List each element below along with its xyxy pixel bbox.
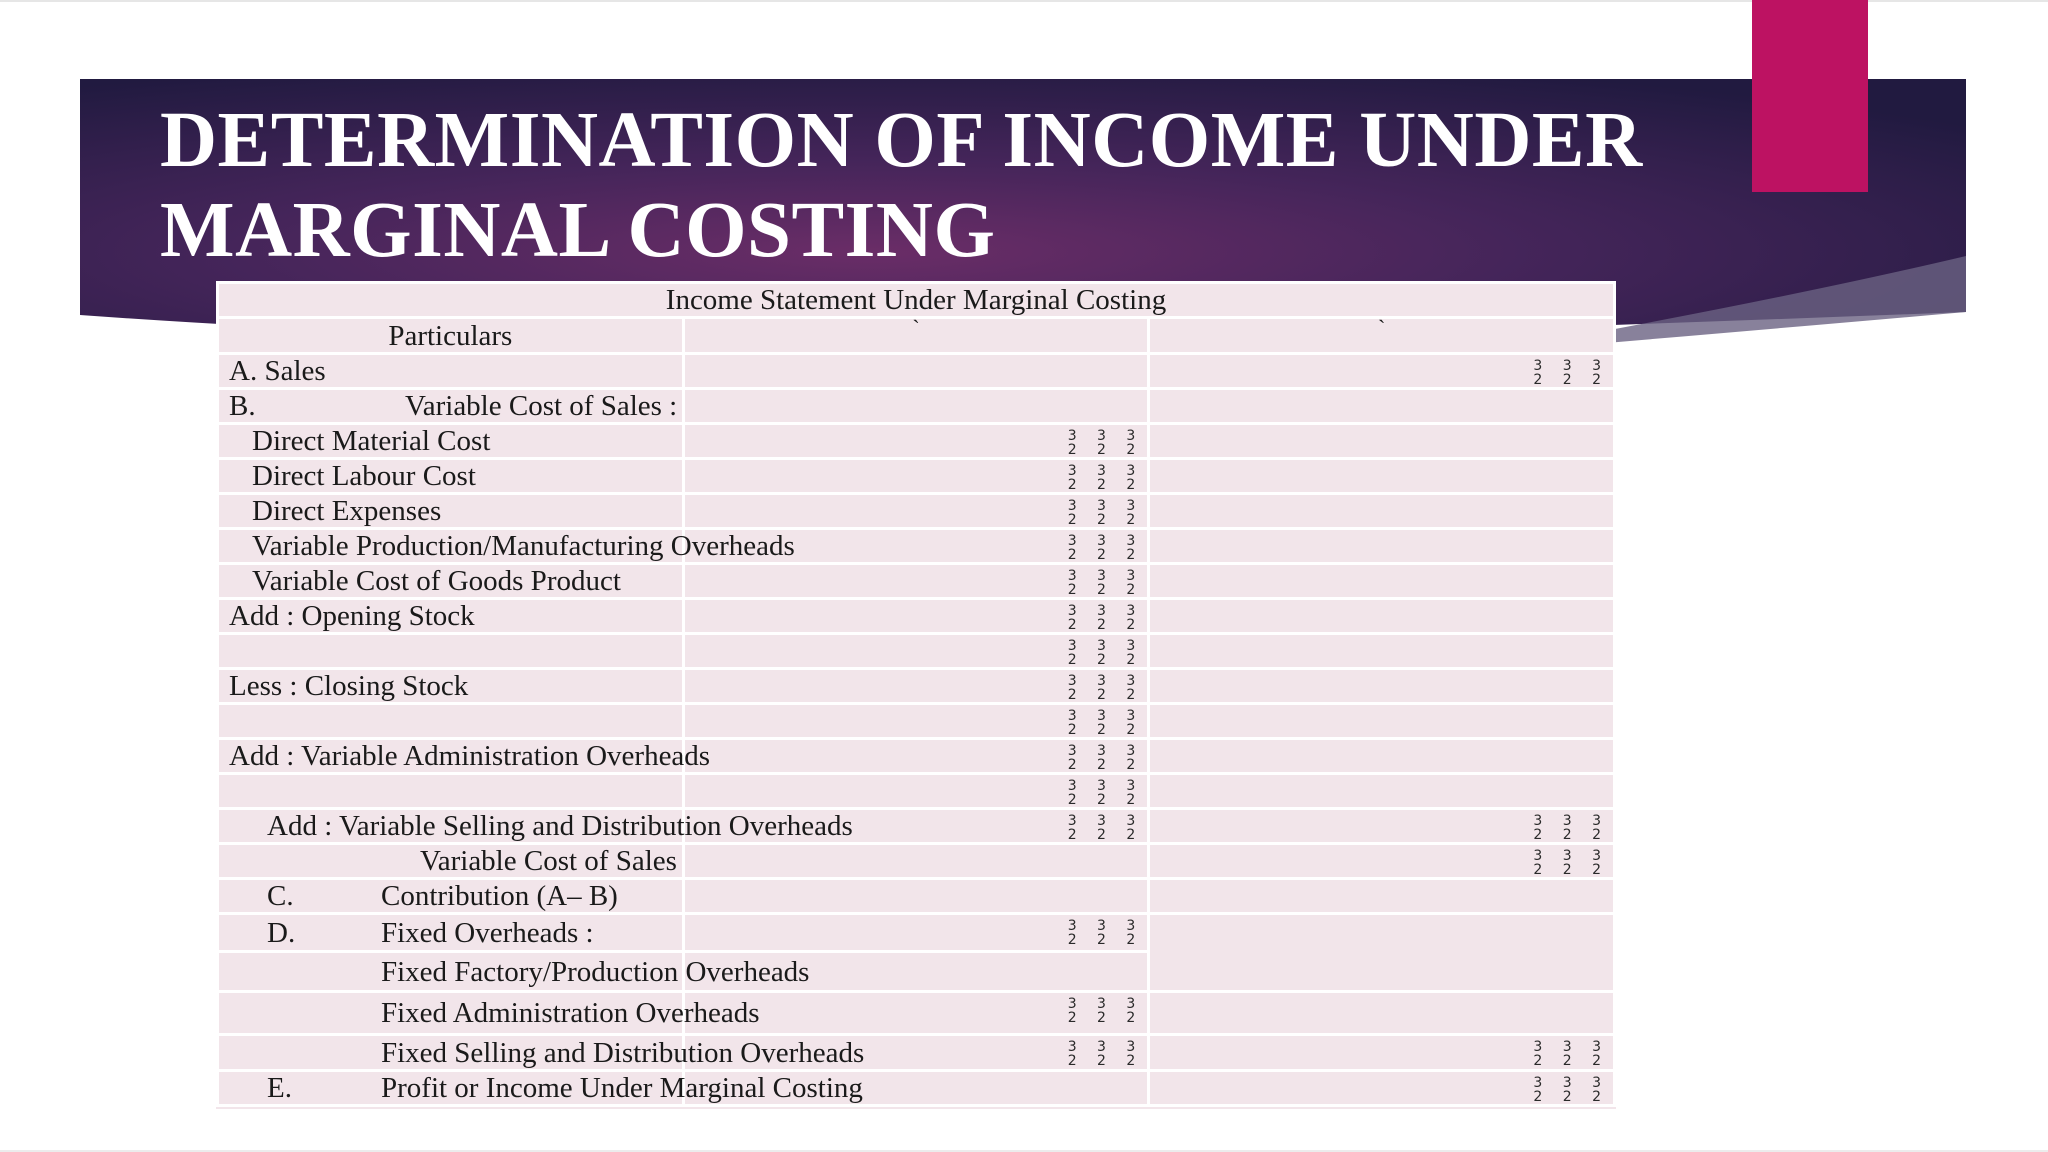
- total-cell: [1149, 599, 1615, 634]
- total-cell: 3 3 3 2 2 2: [1149, 1071, 1615, 1106]
- total-cell: 3 3 3 2 2 2: [1149, 354, 1615, 389]
- row-variable-admin-overheads: Add : Variable Administration Overheads: [218, 739, 684, 774]
- row-direct-material: Direct Material Cost: [218, 424, 684, 459]
- total-cell: 3 3 3 2 2 2: [1149, 809, 1615, 844]
- amount-cell: 3 3 3 2 2 2: [683, 634, 1149, 669]
- row-blank: [218, 634, 684, 669]
- row-blank: [218, 704, 684, 739]
- row-direct-labour: Direct Labour Cost: [218, 459, 684, 494]
- total-cell: [1149, 992, 1615, 1035]
- amount-cell: 3 3 3 2 2 2: [683, 774, 1149, 809]
- total-cell: [1149, 494, 1615, 529]
- row-profit: E. Profit or Income Under Marginal Costing: [218, 1071, 684, 1106]
- total-cell: [1149, 564, 1615, 599]
- amount-cell: 3 3 3 2 2 2: [683, 599, 1149, 634]
- row-closing-stock: Less : Closing Stock: [218, 669, 684, 704]
- total-cell: [1149, 634, 1615, 669]
- total-cell: [1149, 529, 1615, 564]
- total-cell: [1149, 424, 1615, 459]
- amount-cell: [683, 844, 1149, 879]
- total-cell: [1149, 704, 1615, 739]
- row-variable-selling-overheads: Add : Variable Selling and Distribution Overheads: [218, 809, 684, 844]
- header-total-col: `: [1149, 318, 1615, 354]
- amount-cell: 3 3 3 2 2 2: [683, 914, 1149, 952]
- total-cell: 3 3 3 2 2 2: [1149, 1035, 1615, 1071]
- row-fixed-factory-overheads: Fixed Factory/Production Overheads: [218, 952, 684, 992]
- amount-cell: 3 3 3 2 2 2: [683, 1035, 1149, 1071]
- header-particulars: Particulars: [218, 318, 684, 354]
- income-statement-table: [216, 281, 1616, 1109]
- amount-cell: [683, 389, 1149, 424]
- amount-cell: 3 3 3 2 2 2: [683, 669, 1149, 704]
- row-fixed-admin-overheads: Fixed Administration Overheads: [218, 992, 684, 1035]
- total-cell: [1149, 389, 1615, 424]
- row-variable-cost-of-sales: Variable Cost of Sales: [218, 844, 684, 879]
- amount-cell: 3 3 3 2 2 2: [683, 739, 1149, 774]
- amount-cell: 3 3 3 2 2 2: [683, 564, 1149, 599]
- total-cell: [1149, 879, 1615, 914]
- total-cell: [1149, 914, 1615, 992]
- header-amount-col: `: [683, 318, 1149, 354]
- amount-cell: 3 3 3 2 2 2: [683, 494, 1149, 529]
- row-fixed-selling-overheads: Fixed Selling and Distribution Overheads: [218, 1035, 684, 1071]
- total-cell: 3 3 3 2 2 2: [1149, 844, 1615, 879]
- row-fixed-overheads-heading: D. Fixed Overheads :: [218, 914, 684, 952]
- amount-cell: 3 3 3 2 2 2: [683, 529, 1149, 564]
- row-sales: A. Sales: [218, 354, 684, 389]
- amount-cell: 3 3 3 2 2 2: [683, 424, 1149, 459]
- total-cell: [1149, 669, 1615, 704]
- amount-cell: [683, 354, 1149, 389]
- row-variable-production-overheads: Variable Production/Manufacturing Overheads: [218, 529, 684, 564]
- amount-cell: [683, 879, 1149, 914]
- table-caption: Income Statement Under Marginal Costing: [218, 283, 1615, 318]
- amount-cell: 3 3 3 2 2 2: [683, 992, 1149, 1035]
- slide-title: [160, 96, 1643, 276]
- total-cell: [1149, 739, 1615, 774]
- row-opening-stock: Add : Opening Stock: [218, 599, 684, 634]
- amount-cell: 3 3 3 2 2 2: [683, 459, 1149, 494]
- row-direct-expenses: Direct Expenses: [218, 494, 684, 529]
- title-line-1: DETERMINATION OF INCOME UNDER: [160, 97, 1643, 184]
- accent-bar: [1752, 0, 1868, 192]
- row-blank: [218, 774, 684, 809]
- total-cell: [1149, 459, 1615, 494]
- row-variable-cost-heading: B. Variable Cost of Sales :: [218, 389, 684, 424]
- total-cell: [1149, 774, 1615, 809]
- amount-cell: 3 3 3 2 2 2: [683, 704, 1149, 739]
- row-contribution: C. Contribution (A– B): [218, 879, 684, 914]
- amount-cell: 3 3 3 2 2 2: [683, 809, 1149, 844]
- row-variable-cost-goods: Variable Cost of Goods Product: [218, 564, 684, 599]
- title-line-2: MARGINAL COSTING: [160, 187, 996, 274]
